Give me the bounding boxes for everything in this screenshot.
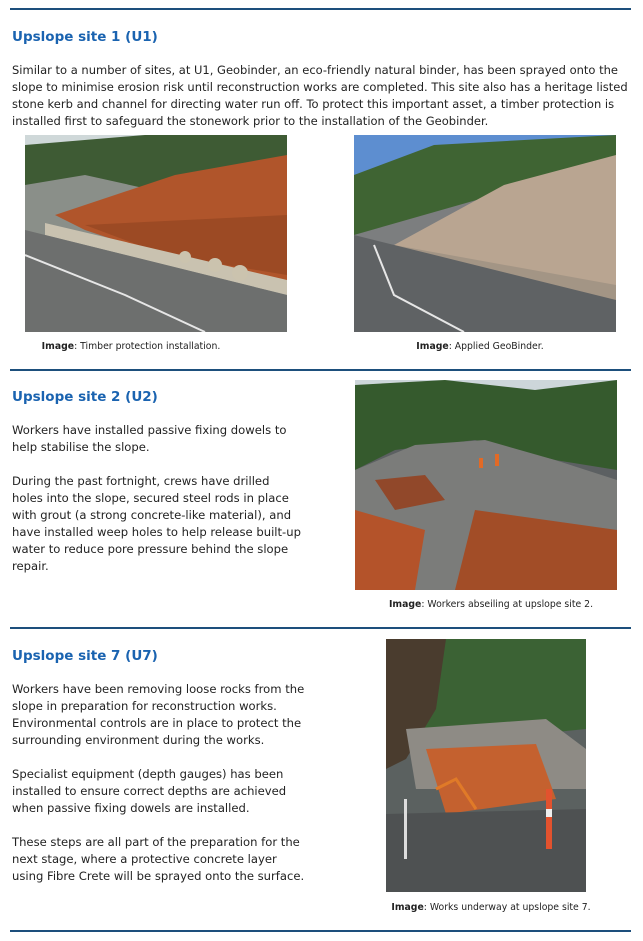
caption-label: Image xyxy=(416,341,449,352)
photo-works-underway xyxy=(386,639,586,892)
section-heading-u2: Upslope site 2 (U2) xyxy=(12,389,158,405)
photo-workers-abseiling xyxy=(355,380,617,590)
section-u1-paragraph: Similar to a number of sites, at U1, Geobinder, an eco-friendly natural binder, has been sprayed onto the slope to minimise erosion risk until reconstruction works are completed. This site also has a heritage listed stone kerb and channel for directing water run off. To protect this important asset, a timber protection is installed first to safeguard the stonework prior to the installation of the Geobinder. xyxy=(12,63,628,128)
caption-workers-abseiling xyxy=(355,599,627,610)
caption-applied-geobinder xyxy=(354,341,606,352)
caption-text: : Timber protection installation. xyxy=(74,341,221,352)
photo-applied-geobinder xyxy=(354,135,616,332)
section-u7-paragraph-1: Workers have been removing loose rocks from the slope in preparation for reconstruction works. Environmental controls are in place to protect the surrounding environment during the works. xyxy=(12,682,305,747)
caption-text: : Applied GeoBinder. xyxy=(448,341,544,352)
caption-timber-protection xyxy=(25,341,237,352)
section-u7-paragraph-3: These steps are all part of the preparation for the next stage, where a protective concrete layer using Fibre Crete will be sprayed onto the surface. xyxy=(12,835,305,883)
section-u7-paragraph-2: Specialist equipment (depth gauges) has been installed to ensure correct depths are achieved when passive fixing dowels are installed. xyxy=(12,767,287,815)
section-u2-paragraph-1: Workers have installed passive fixing dowels to help stabilise the slope. xyxy=(12,423,287,454)
section-divider-2 xyxy=(10,627,631,629)
caption-label: Image xyxy=(391,902,424,913)
section-divider-top xyxy=(10,8,631,10)
section-divider-1 xyxy=(10,369,631,371)
section-divider-bottom xyxy=(10,930,631,932)
section-heading-u7: Upslope site 7 (U7) xyxy=(12,648,158,664)
caption-works-underway xyxy=(386,902,596,913)
caption-label: Image xyxy=(388,599,422,610)
photo-timber-protection xyxy=(25,135,287,332)
caption-text: : Workers abseiling at upslope site 2. xyxy=(421,599,594,610)
section-heading-u1: Upslope site 1 (U1) xyxy=(12,29,158,45)
caption-text: : Works underway at upslope site 7. xyxy=(423,902,591,913)
section-u2-paragraph-2: During the past fortnight, crews have drilled holes into the slope, secured steel rods in place with grout (a strong concrete-like material), and have installed weep holes to help release built-up water to reduce pore pressure behind the slope repair. xyxy=(12,474,301,573)
caption-label: Image xyxy=(41,341,75,352)
